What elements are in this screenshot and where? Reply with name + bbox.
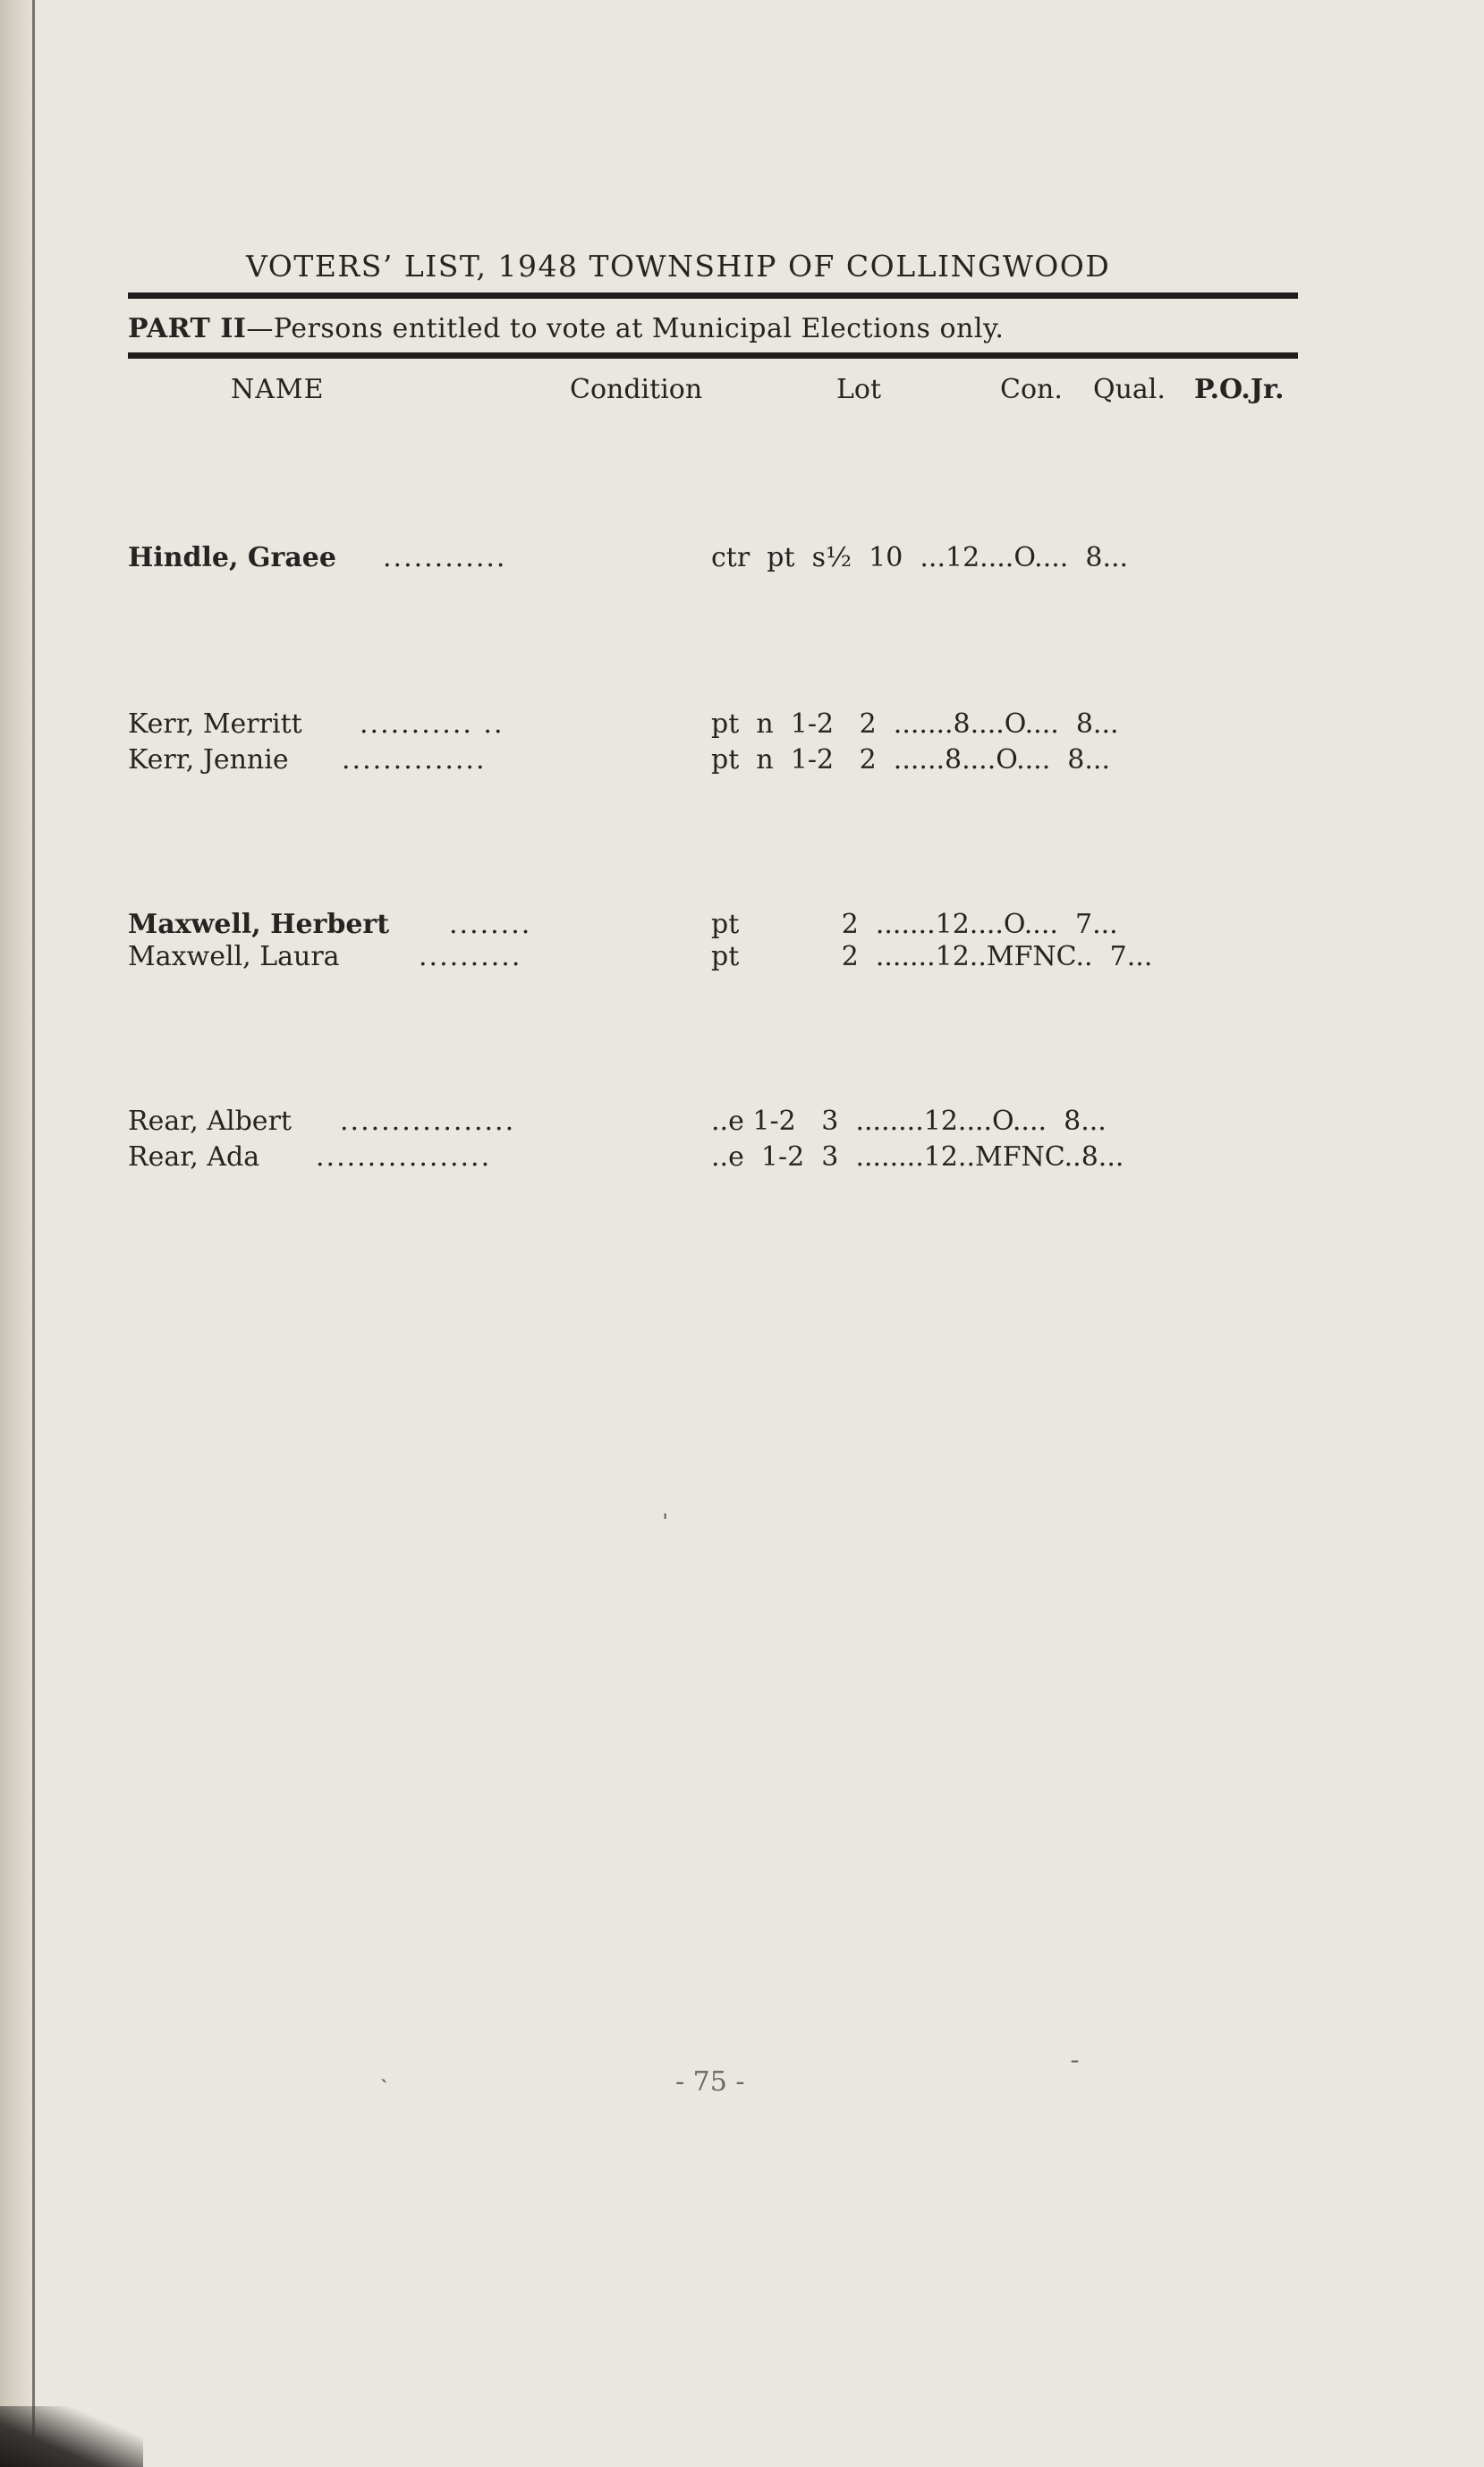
column-header-condition: Condition	[570, 374, 703, 405]
voter-details: ctr pt s½ 10 ...12....O.... 8...	[711, 542, 1129, 573]
voter-name: Maxwell, Laura	[128, 941, 340, 972]
column-header-qual: Qual.	[1093, 374, 1166, 405]
page-title: VOTERS’ LIST, 1948 TOWNSHIP OF COLLINGWOOD	[246, 249, 1111, 284]
voter-name: Kerr, Merritt	[128, 708, 302, 740]
voter-name: Maxwell, Herbert	[128, 909, 390, 940]
voter-name: Kerr, Jennie	[128, 744, 289, 776]
part-description: —Persons entitled to vote at Municipal Elections only.	[246, 313, 1005, 344]
column-header-po: P.O.Jr.	[1194, 374, 1285, 405]
voter-entry	[0, 542, 1484, 578]
page-number: - 75 -	[675, 2066, 745, 2098]
column-header-name: NAME	[231, 374, 325, 405]
voter-details: pt n 1-2 2 ......8....O.... 8...	[711, 744, 1111, 776]
voter-entry	[0, 744, 1484, 780]
scan-speck: ˉ	[1069, 2057, 1081, 2084]
voter-details: ..e 1-2 3 ........12....O.... 8...	[711, 1106, 1107, 1137]
leader-dots: ........	[449, 909, 532, 940]
scan-speck: ˎ	[380, 2057, 388, 2084]
column-header-lot: Lot	[836, 374, 882, 405]
leader-dots: ........... ..	[360, 708, 505, 740]
voter-name: Rear, Ada	[128, 1141, 260, 1173]
voter-details: pt n 1-2 2 .......8....O.... 8...	[711, 708, 1119, 740]
part-label: PART II	[128, 313, 247, 344]
leader-dots: ..............	[342, 744, 487, 776]
voter-details: pt 2 .......12....O.... 7...	[711, 909, 1118, 940]
heading-rule	[128, 352, 1298, 359]
voter-entry	[0, 909, 1484, 945]
voter-entry	[0, 1141, 1484, 1177]
part-heading	[128, 313, 1004, 344]
voter-entry	[0, 1106, 1484, 1141]
voter-details: ..e 1-2 3 ........12..MFNC..8...	[711, 1141, 1124, 1173]
scan-speck: ˌ	[662, 1496, 669, 1522]
voter-entry	[0, 708, 1484, 744]
voter-name: Hindle, Graee	[128, 542, 336, 573]
top-rule	[128, 292, 1298, 299]
leader-dots: .................	[340, 1106, 516, 1137]
leader-dots: .................	[316, 1141, 492, 1173]
column-header-con: Con.	[1000, 374, 1063, 405]
voter-name: Rear, Albert	[128, 1106, 292, 1137]
leader-dots: ..........	[419, 941, 522, 972]
leader-dots: ............	[383, 542, 507, 573]
voter-entry	[0, 941, 1484, 977]
voter-details: pt 2 .......12..MFNC.. 7...	[711, 941, 1153, 972]
